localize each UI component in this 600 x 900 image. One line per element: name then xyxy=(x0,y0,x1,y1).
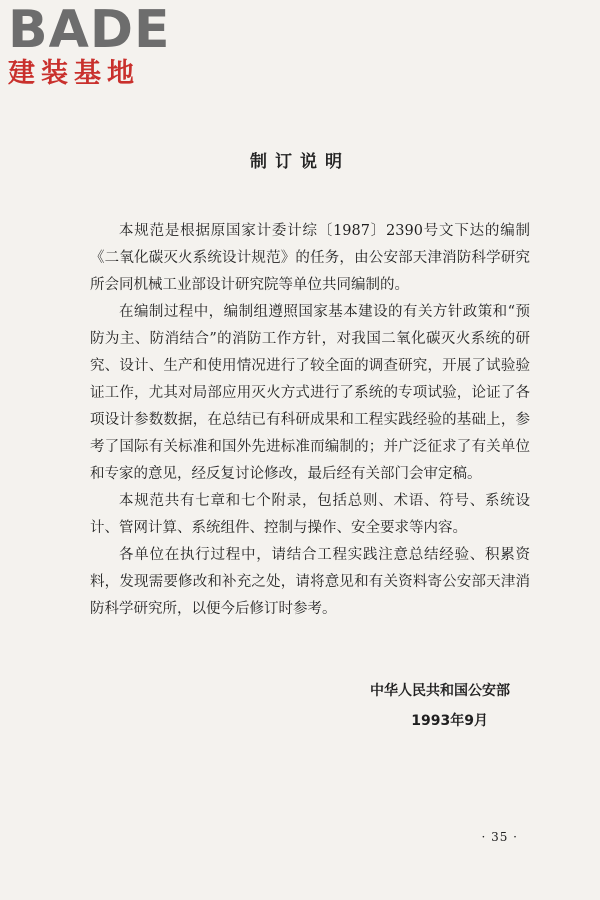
signature-block xyxy=(370,676,510,736)
paragraph-3: 本规范共有七章和七个附录，包括总则、术语、符号、系统设计、管网计算、系统组件、控制与操作、安全要求等内容。 xyxy=(90,493,530,536)
logo-mark: BADE xyxy=(8,0,171,60)
body-text xyxy=(90,218,530,623)
paragraph-1: 本规范是根据原国家计委计综〔1987〕2390号文下达的编制《二氧化碳灭火系统设计规范》的任务，由公安部天津消防科学研究所会同机械工业部设计研究院等单位共同编制的。 xyxy=(90,223,530,293)
logo xyxy=(8,0,188,90)
page-number: · 35 · xyxy=(481,830,518,844)
logo-subtitle: 建装基地 xyxy=(8,58,140,89)
issue-date: 1993年9月 xyxy=(411,713,488,729)
paragraph-4: 各单位在执行过程中，请结合工程实践注意总结经验、积累资料，发现需要修改和补充之处，请将意见和有关资料寄公安部天津消防科学研究所，以便今后修订时参考。 xyxy=(90,547,530,617)
page-title: 制订说明 xyxy=(250,152,350,172)
issuer: 中华人民共和国公安部 xyxy=(370,683,510,699)
paragraph-2: 在编制过程中，编制组遵照国家基本建设的有关方针政策和“预防为主、防消结合”的消防工作方针，对我国二氧化碳灭火系统的研究、设计、生产和使用情况进行了较全面的调查研究，开展了试验验证工作，尤其对局部应用灭火方式进行了系统的专项试验，论证了各项设计参数数据，在总结已有科研成果和工程实践经验的基础上，参考了国际有关标准和国外先进标准而编制的；并广泛征求了有关单位和专家的意见，经反复讨论修改，最后经有关部门会审定稿。 xyxy=(90,304,530,482)
